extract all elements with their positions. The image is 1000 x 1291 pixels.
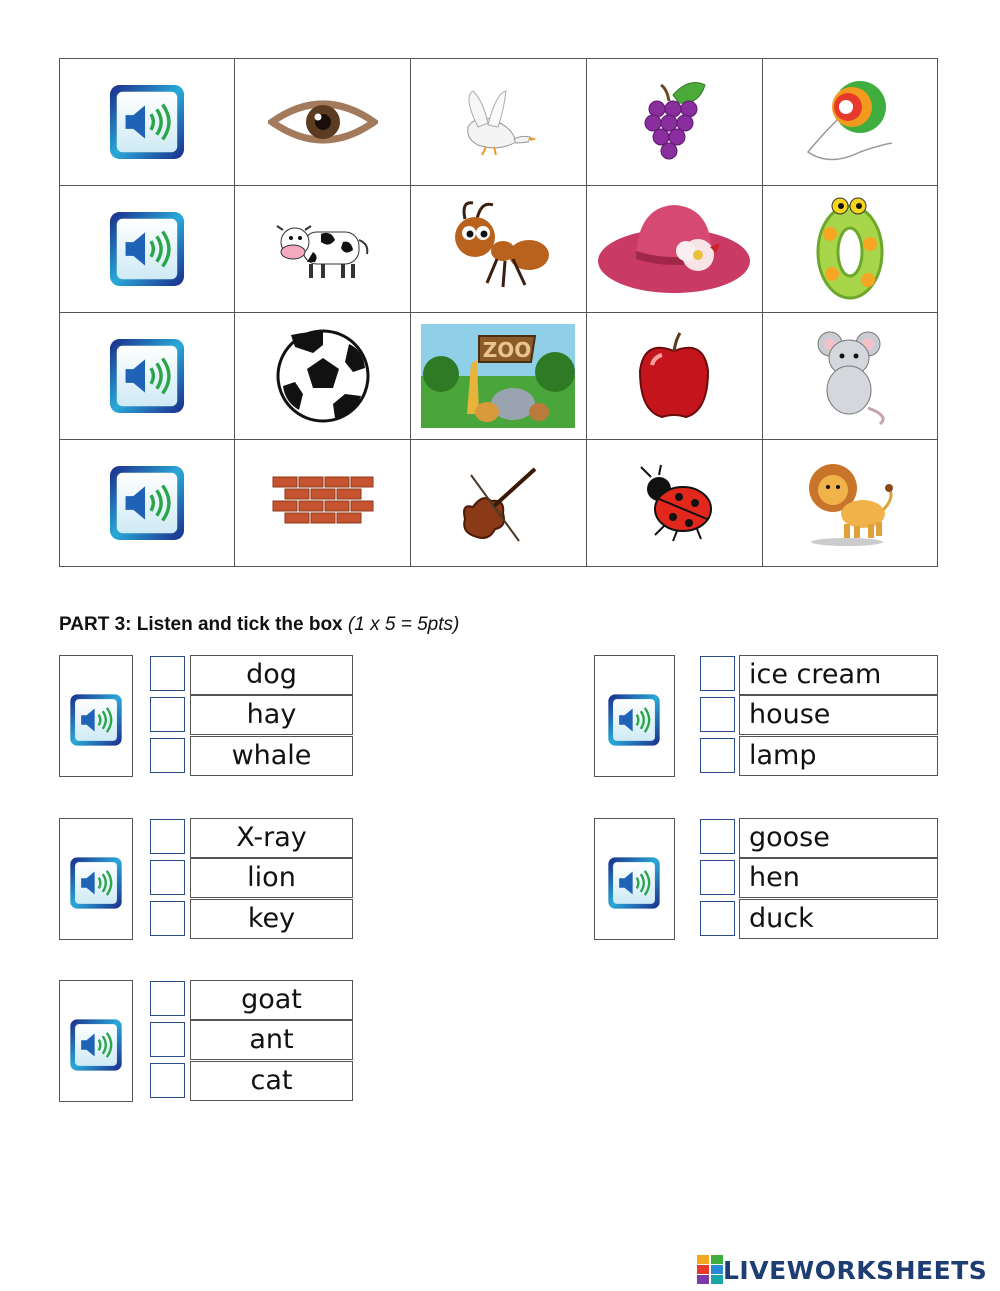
cow-icon: [273, 214, 373, 284]
speaker-icon[interactable]: [108, 83, 186, 161]
option-checkbox[interactable]: [150, 1063, 185, 1098]
option-checkbox[interactable]: [150, 1022, 185, 1057]
grid-cell: [410, 186, 586, 313]
question-speaker-box: [594, 818, 675, 940]
speaker-icon[interactable]: [607, 693, 661, 747]
logo-blocks-icon: [697, 1255, 723, 1285]
question-speaker-box: [59, 980, 133, 1102]
grid-cell: [235, 59, 411, 186]
option-word: ant: [190, 1020, 353, 1060]
option-checkbox[interactable]: [700, 738, 735, 773]
option-word: key: [190, 899, 353, 939]
option-word: goose: [739, 818, 938, 858]
option-checkbox[interactable]: [150, 738, 185, 773]
option-word: X-ray: [190, 818, 353, 858]
grid-cell: [762, 59, 937, 186]
speaker-icon[interactable]: [69, 856, 123, 910]
grid-cell-speaker[interactable]: [60, 313, 235, 440]
ladybug-icon: [629, 463, 719, 543]
option-checkbox[interactable]: [150, 901, 185, 936]
grid-cell: [410, 440, 586, 567]
option-checkbox[interactable]: [700, 901, 735, 936]
grid-cell: [235, 313, 411, 440]
option-checkbox[interactable]: [700, 656, 735, 691]
option-word: dog: [190, 655, 353, 695]
grapes-icon: [639, 77, 709, 167]
grid-cell: [586, 313, 762, 440]
grid-cell: [410, 59, 586, 186]
speaker-icon[interactable]: [69, 693, 123, 747]
grid-cell: [586, 440, 762, 567]
option-checkbox[interactable]: [150, 656, 185, 691]
speaker-icon[interactable]: [69, 1018, 123, 1072]
zoo-sign: ZOO: [482, 338, 532, 362]
option-word: lamp: [739, 736, 938, 776]
eye-icon: [268, 92, 378, 152]
zoo-picture: [421, 324, 575, 428]
option-checkbox[interactable]: [700, 697, 735, 732]
speaker-icon[interactable]: [108, 210, 186, 288]
mouse-icon: [810, 326, 890, 426]
grid-cell: [235, 440, 411, 567]
grid-cell: [586, 186, 762, 313]
grid-cell-speaker[interactable]: [60, 59, 235, 186]
goose-icon: [458, 87, 538, 157]
brand-name: LIVEWORKSHEETS: [723, 1255, 988, 1285]
option-word: lion: [190, 858, 353, 898]
option-checkbox[interactable]: [150, 860, 185, 895]
bricks-icon: [271, 475, 375, 531]
question-speaker-box: [594, 655, 675, 777]
option-word: cat: [190, 1061, 353, 1101]
part3-points: (1 x 5 = 5pts): [347, 614, 460, 635]
brand-logo: [697, 1253, 987, 1287]
option-checkbox[interactable]: [700, 860, 735, 895]
option-word: duck: [739, 899, 938, 939]
grid-cell: [762, 313, 937, 440]
lion-icon: [805, 458, 895, 548]
yoyo-icon: [800, 77, 900, 167]
speaker-icon[interactable]: [607, 856, 661, 910]
option-word: ice cream: [739, 655, 938, 695]
hat-icon: [594, 199, 754, 299]
ant-icon: [443, 199, 553, 299]
grid-cell: [762, 440, 937, 567]
apple-icon: [634, 331, 714, 421]
option-word: hay: [190, 695, 353, 735]
violin-icon: [453, 463, 543, 543]
ball-icon: [275, 328, 371, 424]
option-checkbox[interactable]: [150, 981, 185, 1016]
question-speaker-box: [59, 818, 133, 940]
grid-cell: [762, 186, 937, 313]
grid-cell-speaker[interactable]: [60, 440, 235, 567]
letter-o-icon: [810, 194, 890, 304]
option-checkbox[interactable]: [700, 819, 735, 854]
option-word: hen: [739, 858, 938, 898]
picture-grid: [59, 58, 938, 567]
option-word: house: [739, 695, 938, 735]
part3-title: PART 3: Listen and tick the box: [59, 614, 343, 635]
option-checkbox[interactable]: [150, 697, 185, 732]
question-speaker-box: [59, 655, 133, 777]
grid-cell: [235, 186, 411, 313]
grid-cell-speaker[interactable]: [60, 186, 235, 313]
speaker-icon[interactable]: [108, 464, 186, 542]
part3-heading: [59, 614, 459, 636]
option-word: whale: [190, 736, 353, 776]
speaker-icon[interactable]: [108, 337, 186, 415]
option-word: goat: [190, 980, 353, 1020]
option-checkbox[interactable]: [150, 819, 185, 854]
grid-cell: [586, 59, 762, 186]
grid-cell: [410, 313, 586, 440]
